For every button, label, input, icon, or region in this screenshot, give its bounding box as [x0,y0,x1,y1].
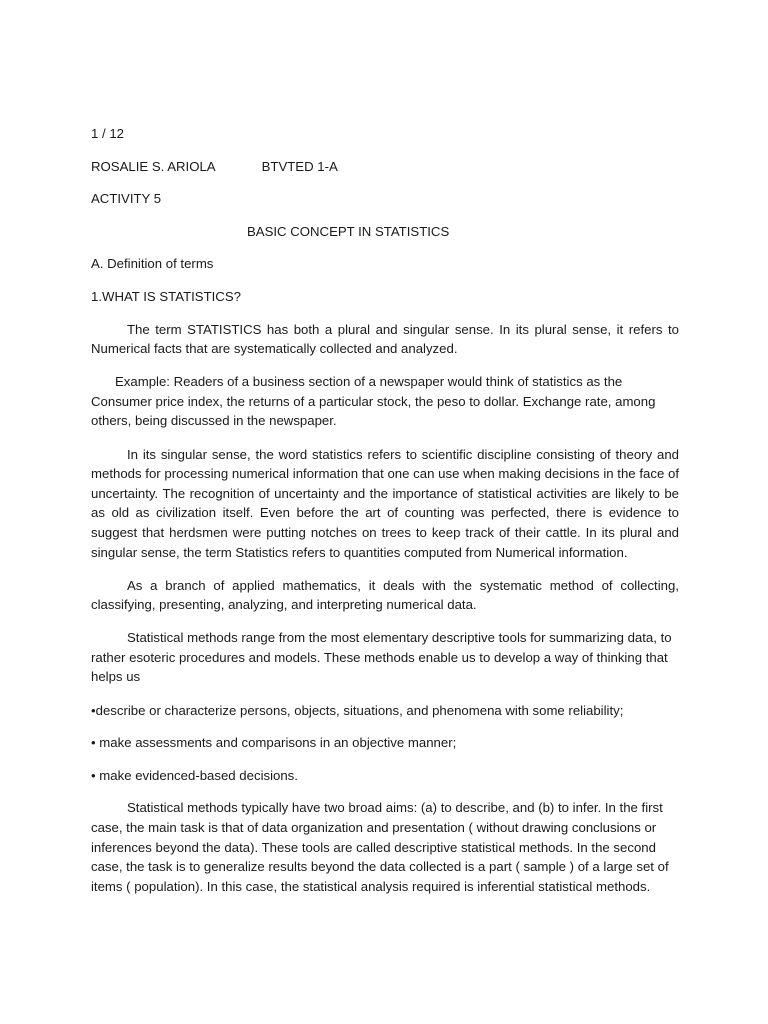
bullet-item-describe: •describe or characterize persons, objects, situations, and phenomena with some reliability; [91,702,624,718]
paragraph-definition-plural: The term STATISTICS has both a plural and singular sense. In its plural sense, it refers to Numerical facts that are systematically collected and analyzed. [91,321,683,357]
paragraph-broad-aims: Statistical methods typically have two broad aims: (a) to describe, and (b) to infer. In the first case, the main task is that of data organization and presentation ( without drawing conclusions or inferences beyond the data). These tools are called descriptive statistical methods. In the second case, the task is to generalize results beyond the data collected is a part ( sample ) of a large set of items ( population). In this case, the statistical analysis required is inferential statistical methods. [91,800,669,894]
bullet-item-decide: • make evidenced-based decisions. [91,767,298,783]
paragraph-methods: Statistical methods range from the most elementary descriptive tools for summarizing data, to rather esoteric procedures and models. These methods enable us to develop a way of thinking that helps us [91,630,672,685]
student-name: ROSALIE S. ARIOLA [91,158,216,174]
bullet-item-assess: • make assessments and comparisons in an objective manner; [91,735,457,751]
student-info-line [91,157,679,177]
activity-label: ACTIVITY 5 [91,191,162,207]
question-heading: 1.WHAT IS STATISTICS? [91,288,241,304]
paragraph-definition-singular: In its singular sense, the word statistics refers to scientific discipline consisting of theory and methods for processing numerical information that one can use when making decisions in the face of uncertainty. The recognition of uncertainty and the importance of statistical activities are likely to be as old as civilization itself. Even before the art of counting was perfected, there is evidence to suggest that herdsmen were putting notches on trees to keep track of their cattle. In its plural and singular sense, the term Statistics refers to quantities computed from Numerical information. [91,446,679,560]
document-body [91,124,683,910]
section-heading: A. Definition of terms [91,256,214,272]
document-title: BASIC CONCEPT IN STATISTICS [247,223,450,239]
paragraph-example: Example: Readers of a business section of a newspaper would think of statistics as the Consumer price index, the returns of a particular stock, the peso to dollar. Exchange rate, among others, being discussed in the newspaper. [91,374,660,429]
student-section: BTVTED 1-A [261,158,338,174]
page-number: 1 / 12 [91,126,124,141]
paragraph-applied-math: As a branch of applied mathematics, it deals with the systematic method of collecting, classifying, presenting, analyzing, and interpreting numerical data. [91,577,679,613]
